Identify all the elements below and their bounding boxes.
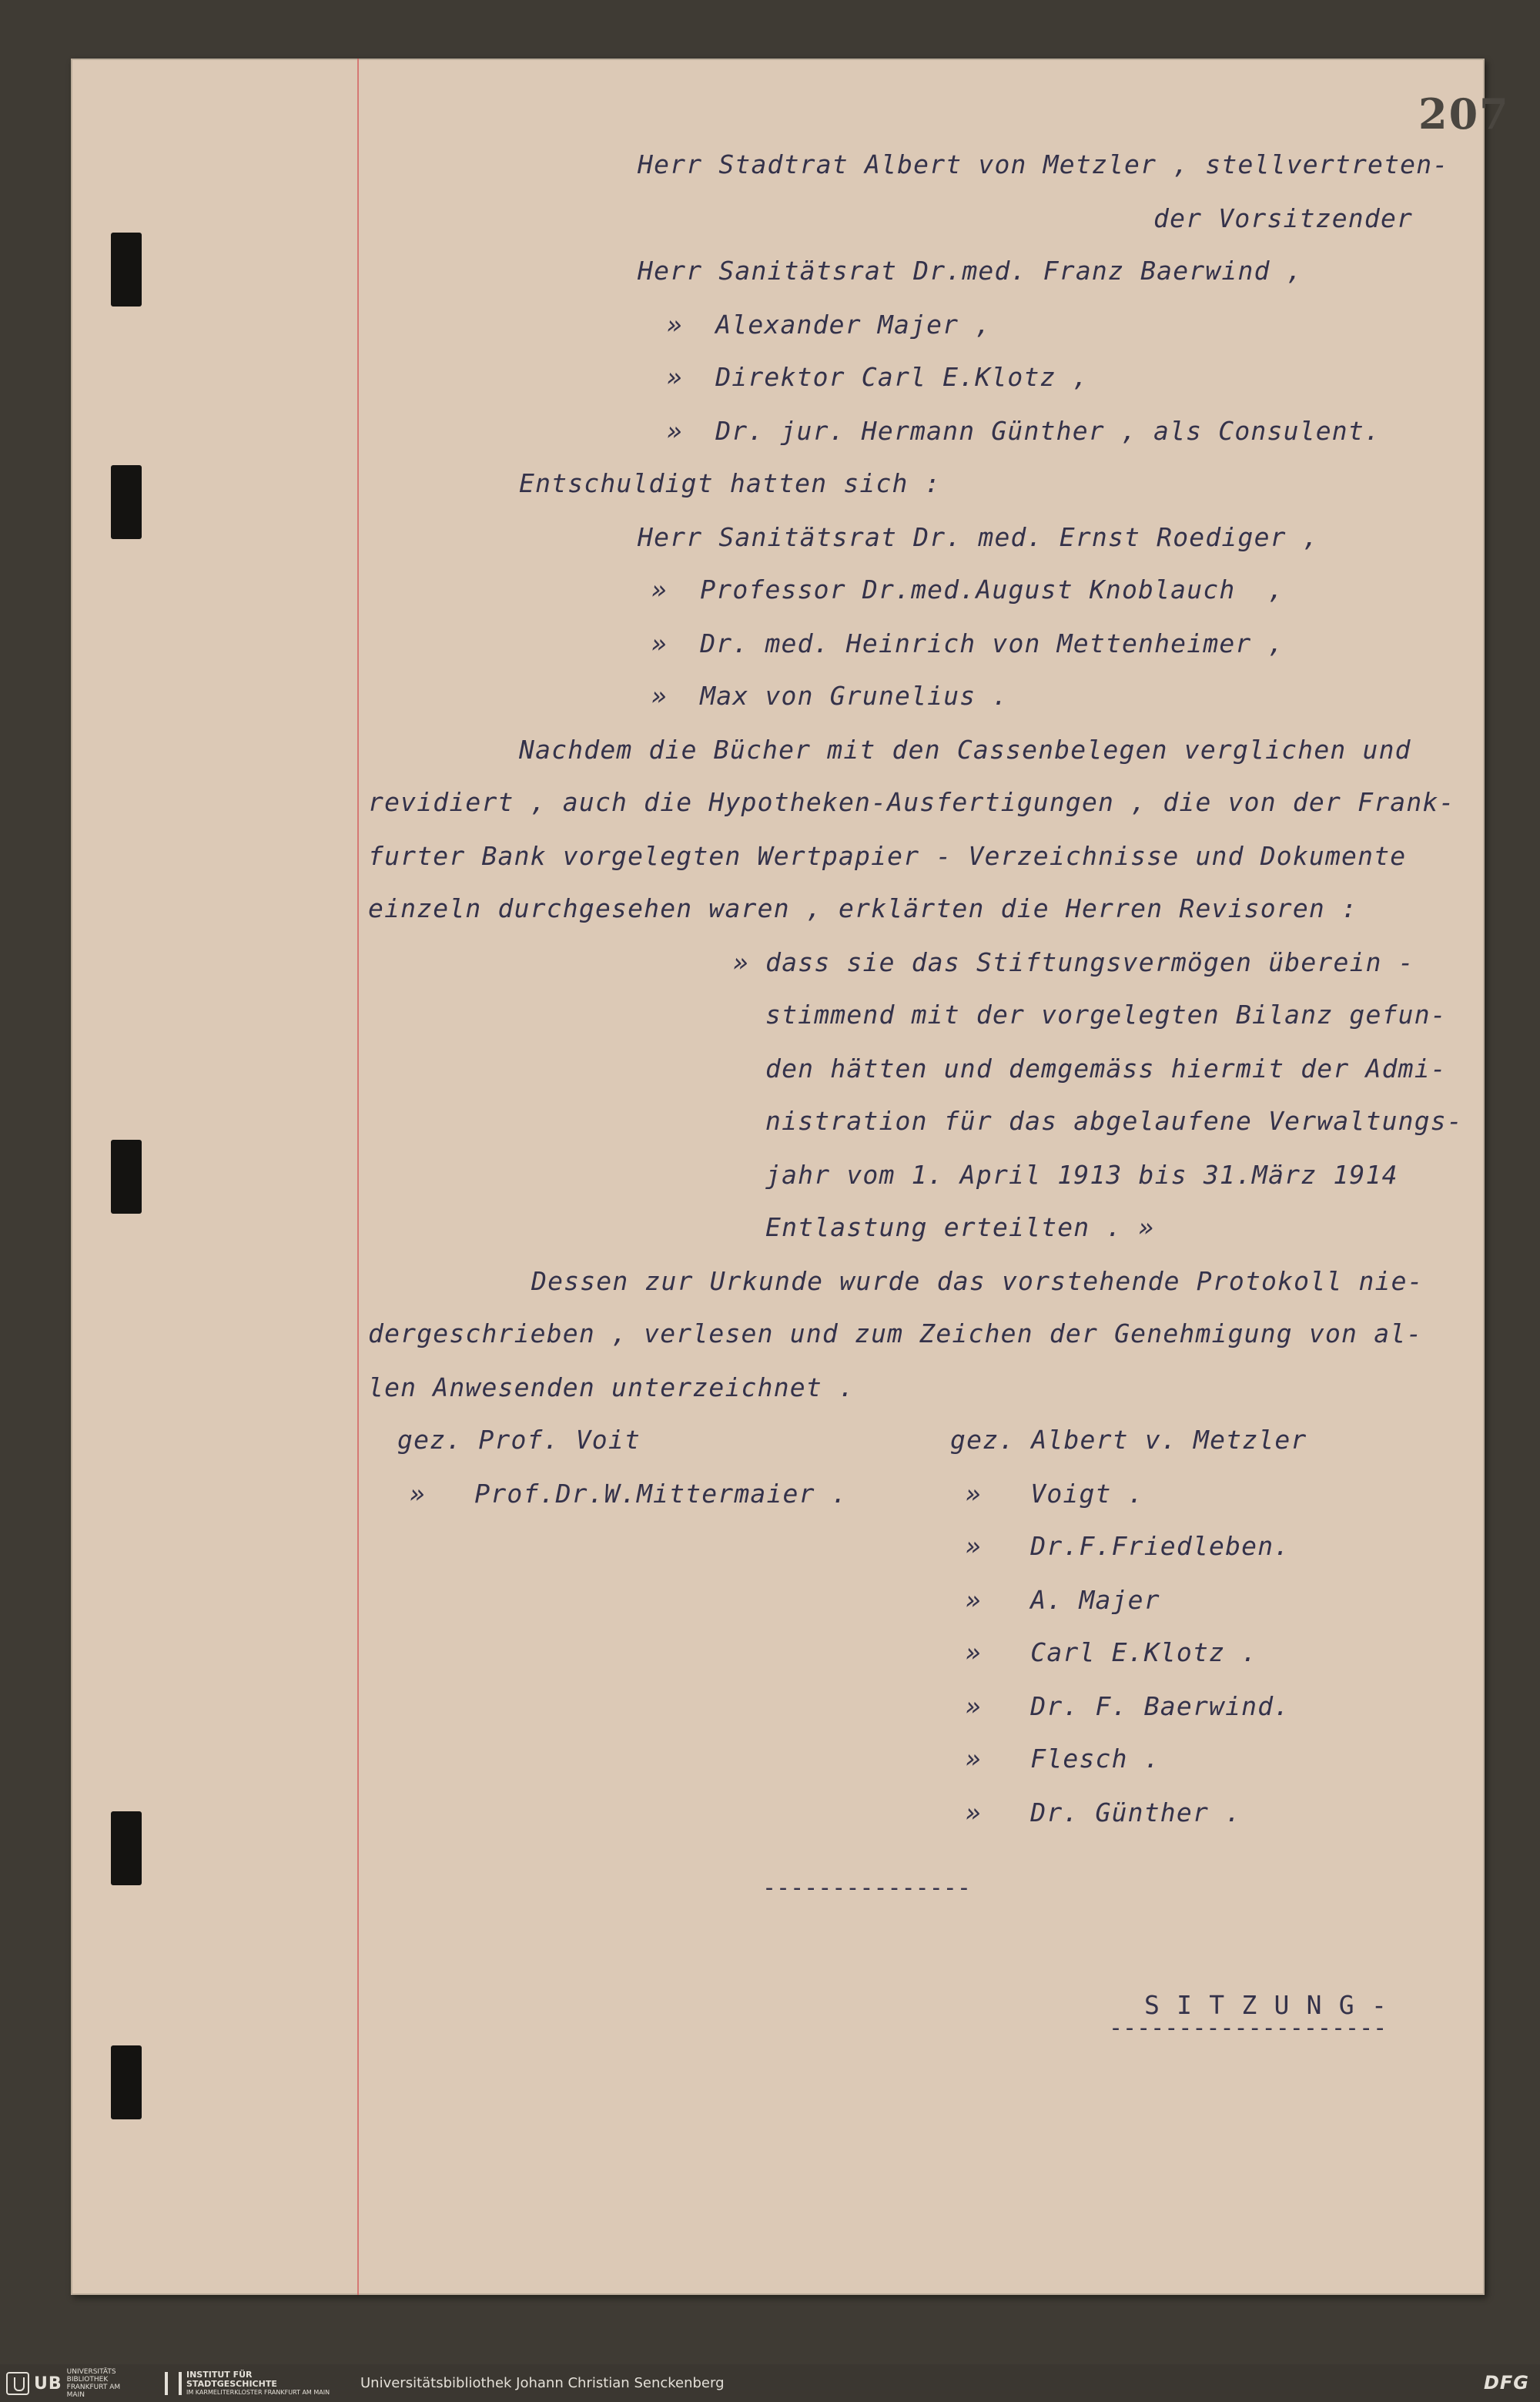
text-line: furter Bank vorgelegten Wertpapier - Verzeichnisse und Dokumente <box>368 841 1407 871</box>
signature-right: gez. Albert v. Metzler <box>950 1425 1307 1455</box>
signature-right: » A. Majer <box>966 1585 1160 1615</box>
margin-line <box>357 59 359 2295</box>
text-line: den hätten und demgemäss hiermit der Admi- <box>765 1054 1447 1084</box>
text-line: Entschuldigt hatten sich : <box>519 468 941 498</box>
ub-logo <box>6 2368 138 2399</box>
text-line: dergeschrieben , verlesen und zum Zeichen der Genehmigung von al- <box>368 1318 1423 1348</box>
separator-line: --------------- <box>762 1874 971 1901</box>
text-line: der Vorsitzender <box>1153 203 1414 233</box>
text-line: stimmend mit der vorgelegten Bilanz gefun- <box>765 1000 1447 1030</box>
text-line: Herr Sanitätsrat Dr. med. Ernst Roediger , <box>638 522 1319 552</box>
text-line: » Dr. jur. Hermann Günther , als Consulent. <box>667 416 1381 446</box>
text-line: jahr vom 1. April 1913 bis 31.März 1914 <box>765 1160 1398 1190</box>
text-line: Dessen zur Urkunde wurde das vorstehende Protokoll nie- <box>531 1266 1424 1296</box>
text-line: Herr Stadtrat Albert von Metzler , stellvertreten- <box>638 149 1449 179</box>
text-line: revidiert , auch die Hypotheken-Ausfertigungen , die von der Frank- <box>368 787 1455 817</box>
institute-subtitle: IM KARMELITERKLOSTER FRANKFURT AM MAIN <box>186 2389 330 2396</box>
punch-hole <box>111 1811 142 1885</box>
text-line: » Max von Grunelius . <box>651 681 1009 711</box>
signature-right: » Carl E.Klotz . <box>966 1637 1258 1667</box>
signature-right: » Dr. F. Baerwind. <box>966 1691 1291 1721</box>
ub-subtitle: UNIVERSITÄTS BIBLIOTHEK FRANKFURT AM MAIN <box>66 2368 121 2399</box>
institute-logo <box>165 2370 333 2396</box>
footer-bar <box>0 2364 1540 2402</box>
signature-right: » Dr. Günther . <box>966 1797 1242 1827</box>
signature-right: » Voigt . <box>966 1479 1144 1509</box>
ub-emblem-icon <box>6 2372 29 2395</box>
text-line: Nachdem die Bücher mit den Cassenbelegen verglichen und <box>519 735 1411 765</box>
text-line: » Direktor Carl E.Klotz , <box>667 362 1089 392</box>
signature-left: » Prof.Dr.W.Mittermaier . <box>410 1479 848 1509</box>
signature-left: gez. Prof. Voit <box>397 1425 641 1455</box>
dfg-logo: DFG <box>1483 2372 1529 2394</box>
signature-right: » Dr.F.Friedleben. <box>966 1531 1291 1561</box>
text-line: einzeln durchgesehen waren , erklärten die Herren Revisoren : <box>368 893 1358 923</box>
document-page <box>71 59 1510 2295</box>
punch-hole <box>111 465 142 539</box>
text-line: » Dr. med. Heinrich von Mettenheimer , <box>651 628 1284 658</box>
text-line: Herr Sanitätsrat Dr.med. Franz Baerwind , <box>638 256 1303 286</box>
text-line: » Alexander Majer , <box>667 310 992 340</box>
text-line: » dass sie das Stiftungsvermögen überein - <box>733 947 1414 977</box>
punch-hole <box>111 2045 142 2119</box>
text-line: len Anwesenden unterzeichnet . <box>368 1372 855 1402</box>
next-heading: S I T Z U N G - <box>1144 1990 1388 2020</box>
punch-hole <box>111 233 142 307</box>
ub-label: UB <box>34 2374 62 2394</box>
text-line: nistration für das abgelaufene Verwaltungs- <box>765 1106 1463 1136</box>
punch-hole <box>111 1140 142 1214</box>
signature-right: » Flesch . <box>966 1744 1160 1774</box>
text-line: Entlastung erteilten . » <box>765 1212 1155 1242</box>
next-heading-underline: -------------------- <box>1109 2015 1388 2042</box>
page-number: 207 <box>1418 89 1510 139</box>
library-name: Universitätsbibliothek Johann Christian Senckenberg <box>360 2375 725 2391</box>
text-line: » Professor Dr.med.August Knoblauch , <box>651 575 1284 605</box>
institute-title: INSTITUT FÜR STADTGESCHICHTE <box>186 2370 277 2389</box>
institute-emblem-icon <box>165 2372 182 2395</box>
